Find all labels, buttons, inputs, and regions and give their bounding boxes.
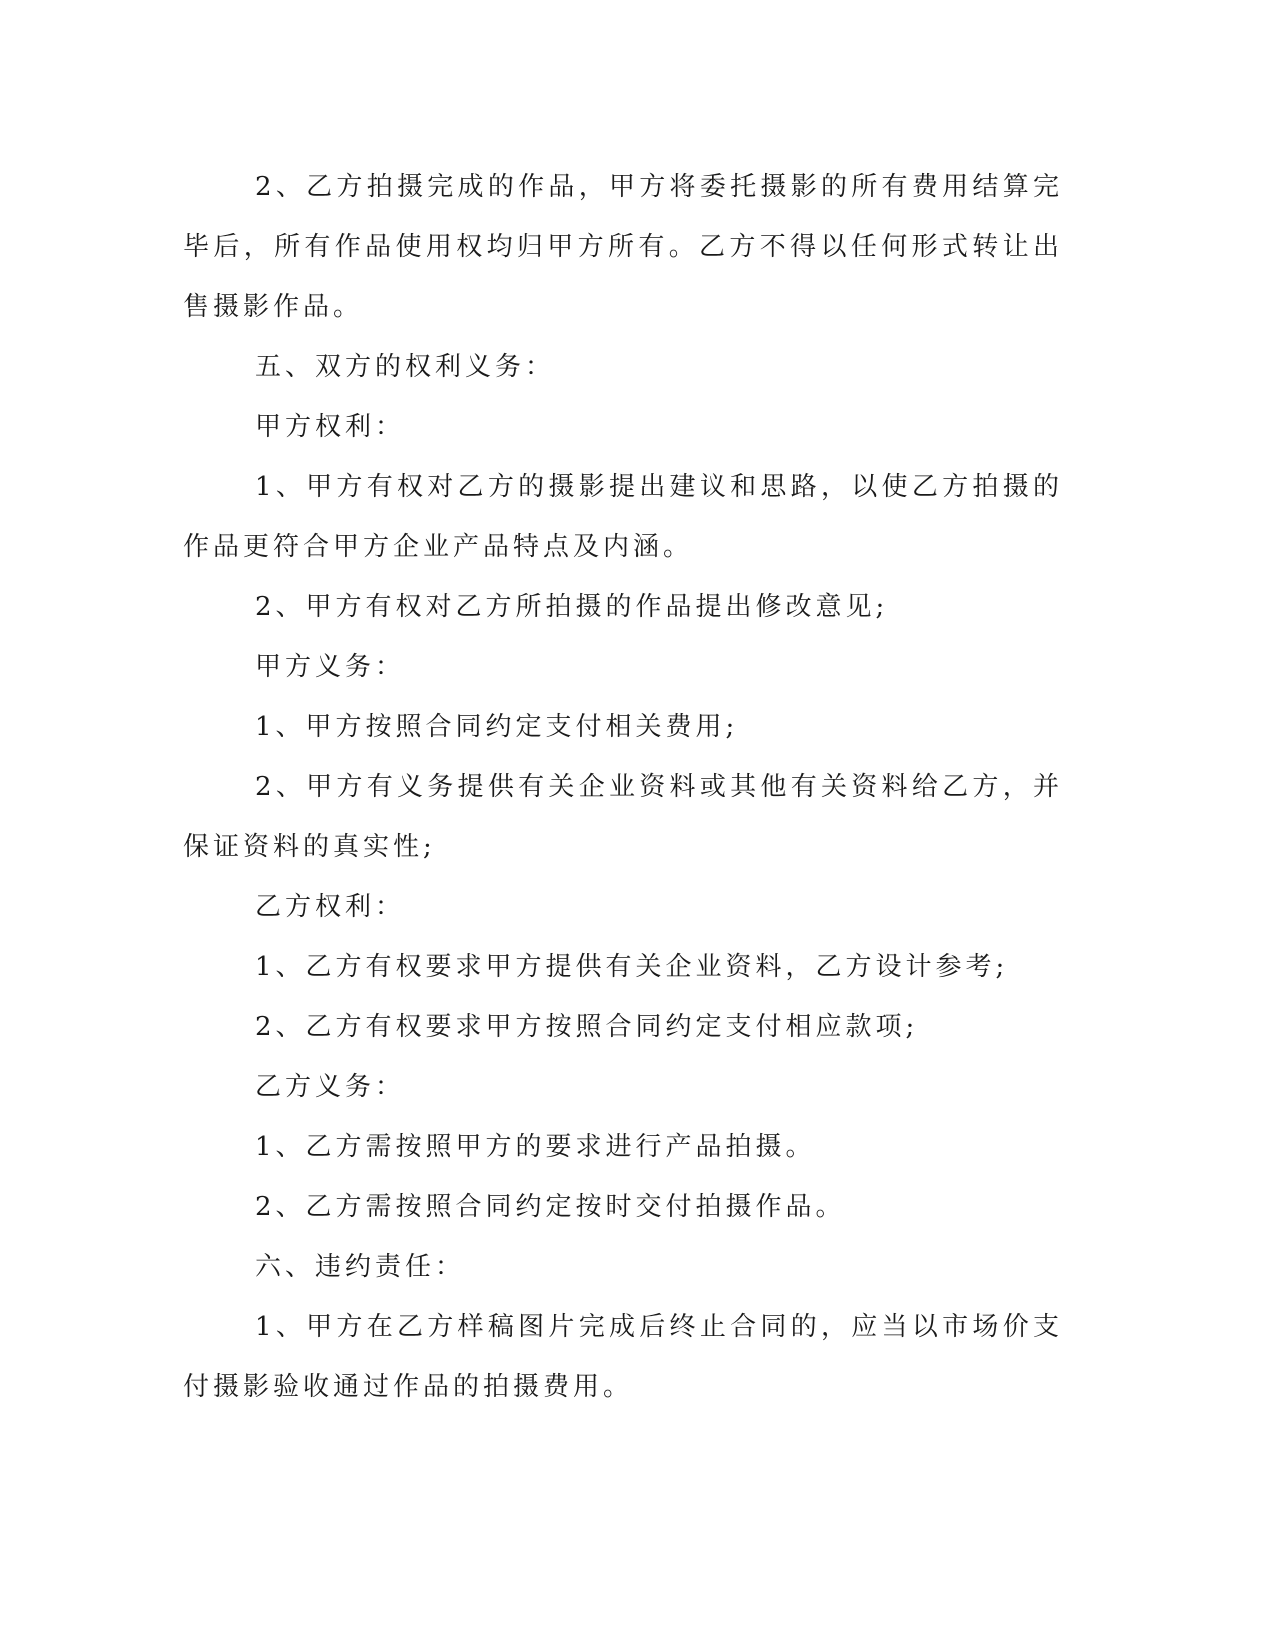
paragraph-party-b-right-1: 1、乙方有权要求甲方提供有关企业资料，乙方设计参考; — [255, 952, 1009, 982]
paragraph-ownership-clause: 2、乙方拍摄完成的作品，甲方将委托摄影的所有费用结算完毕后，所有作品使用权均归甲方所有。乙方不得以任何形式转让出售摄影作品。 — [183, 172, 1063, 322]
paragraph-party-a-right-1: 1、甲方有权对乙方的摄影提出建议和思路，以使乙方拍摄的作品更符合甲方企业产品特点及内涵。 — [183, 472, 1063, 562]
subheading-party-a-rights: 甲方权利： — [255, 412, 406, 442]
paragraph-party-b-obligation-2: 2、乙方需按照合同约定按时交付拍摄作品。 — [255, 1192, 846, 1222]
paragraph-party-a-obligation-2: 2、甲方有义务提供有关企业资料或其他有关资料给乙方，并保证资料的真实性; — [183, 772, 1063, 862]
subheading-party-a-obligations: 甲方义务： — [255, 652, 406, 682]
section-heading-rights-obligations: 五、双方的权利义务： — [255, 352, 556, 382]
paragraph-breach-clause-1: 1、甲方在乙方样稿图片完成后终止合同的，应当以市场价支付摄影验收通过作品的拍摄费用。 — [183, 1312, 1063, 1402]
subheading-party-b-obligations: 乙方义务： — [255, 1072, 406, 1102]
paragraph-party-b-right-2: 2、乙方有权要求甲方按照合同约定支付相应款项; — [255, 1012, 919, 1042]
section-heading-breach-liability: 六、违约责任： — [255, 1252, 466, 1282]
document-body — [183, 157, 1063, 1417]
paragraph-party-a-right-2: 2、甲方有权对乙方所拍摄的作品提出修改意见; — [255, 592, 889, 622]
paragraph-party-a-obligation-1: 1、甲方按照合同约定支付相关费用; — [255, 712, 739, 742]
subheading-party-b-rights: 乙方权利： — [255, 892, 406, 922]
paragraph-party-b-obligation-1: 1、乙方需按照甲方的要求进行产品拍摄。 — [255, 1132, 816, 1162]
